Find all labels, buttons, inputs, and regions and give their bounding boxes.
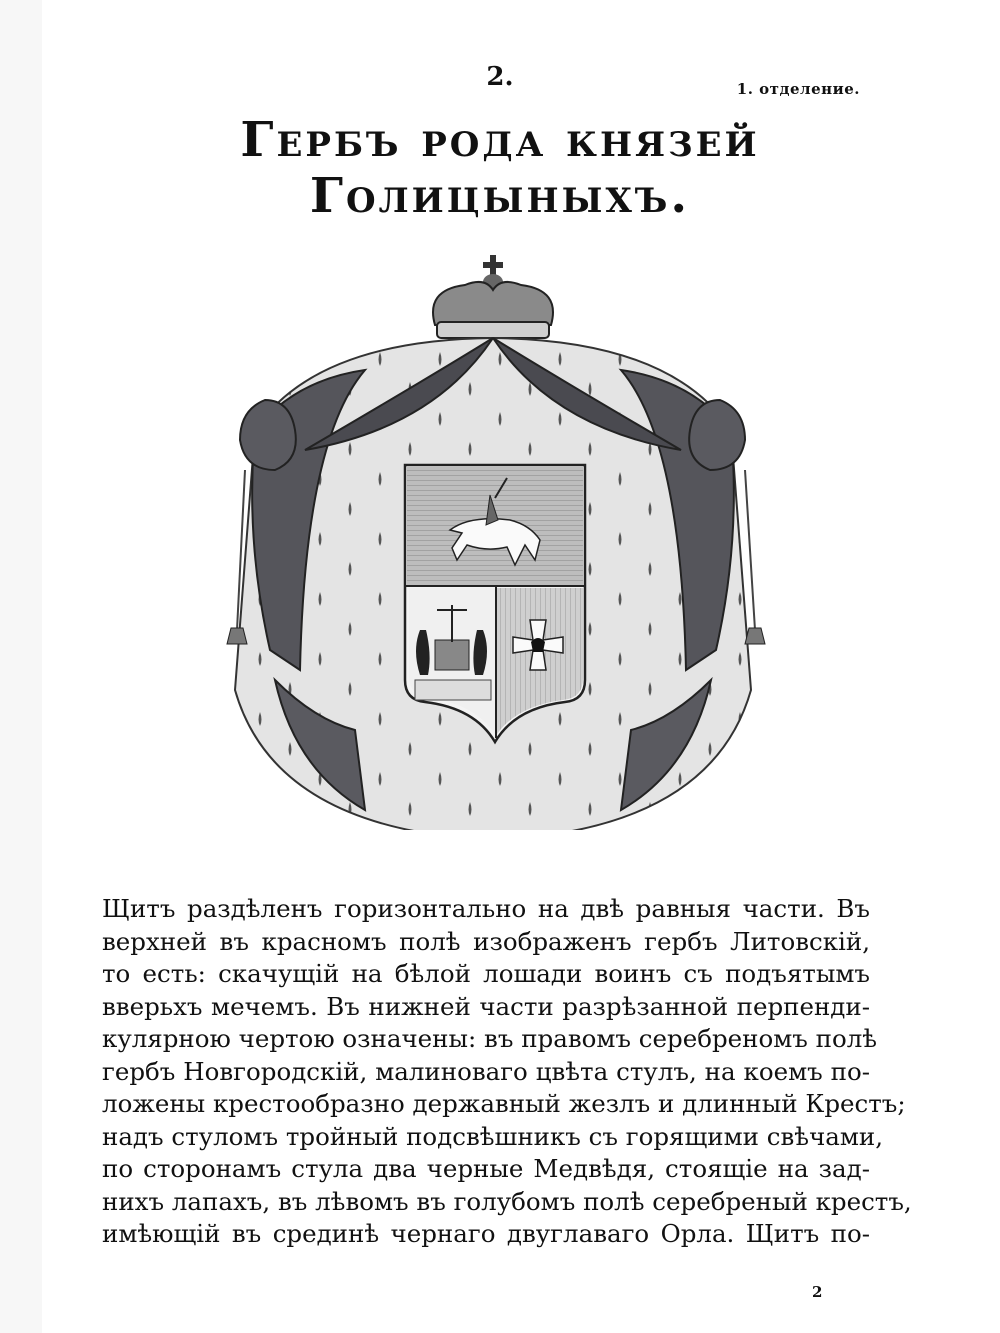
body-line: то есть: скачущій на бѣлой лошади воинъ съ подъятымъ <box>102 959 870 988</box>
section-label: 1. отделение. <box>736 80 860 98</box>
coat-of-arms-illustration <box>215 250 780 830</box>
body-line: ложены крестообразно державный жезлъ и длинный Крестъ; <box>102 1089 906 1118</box>
body-line: имѣющій въ срединѣ чернаго двуглаваго Орла. Щитъ по- <box>102 1219 870 1248</box>
body-text <box>102 893 912 1251</box>
body-line: по сторонамъ стула два черные Медвѣдя, стоящіе на зад- <box>102 1154 870 1183</box>
body-line: вверьхъ мечемъ. Въ нижней части разрѣзанной перпенди- <box>102 991 870 1021</box>
body-line: кулярною чертою означены: въ правомъ серебреномъ полѣ <box>102 1024 878 1053</box>
body-line: Щитъ раздѣленъ горизонтально на двѣ равныя части. Въ <box>102 894 870 923</box>
body-line: гербъ Новгородскій, малиноваго цвѣта стулъ, на коемъ по- <box>102 1056 870 1086</box>
scan-edge <box>0 0 42 1333</box>
body-line: верхней въ красномъ полѣ изображенъ гербъ Литовскій, <box>102 926 870 956</box>
shield <box>405 465 585 742</box>
body-line: надъ стуломъ тройный подсвѣшникъ съ горящими свѣчами, <box>102 1121 884 1151</box>
signature-mark: 2 <box>812 1283 823 1301</box>
page-title: Гербъ рода князей Голицыныхъ. <box>240 112 760 224</box>
body-line: нихъ лапахъ, въ лѣвомъ въ голубомъ полѣ серебреный крестъ, <box>102 1186 912 1216</box>
crown-icon <box>433 255 553 338</box>
page-number: 2. <box>486 62 514 92</box>
